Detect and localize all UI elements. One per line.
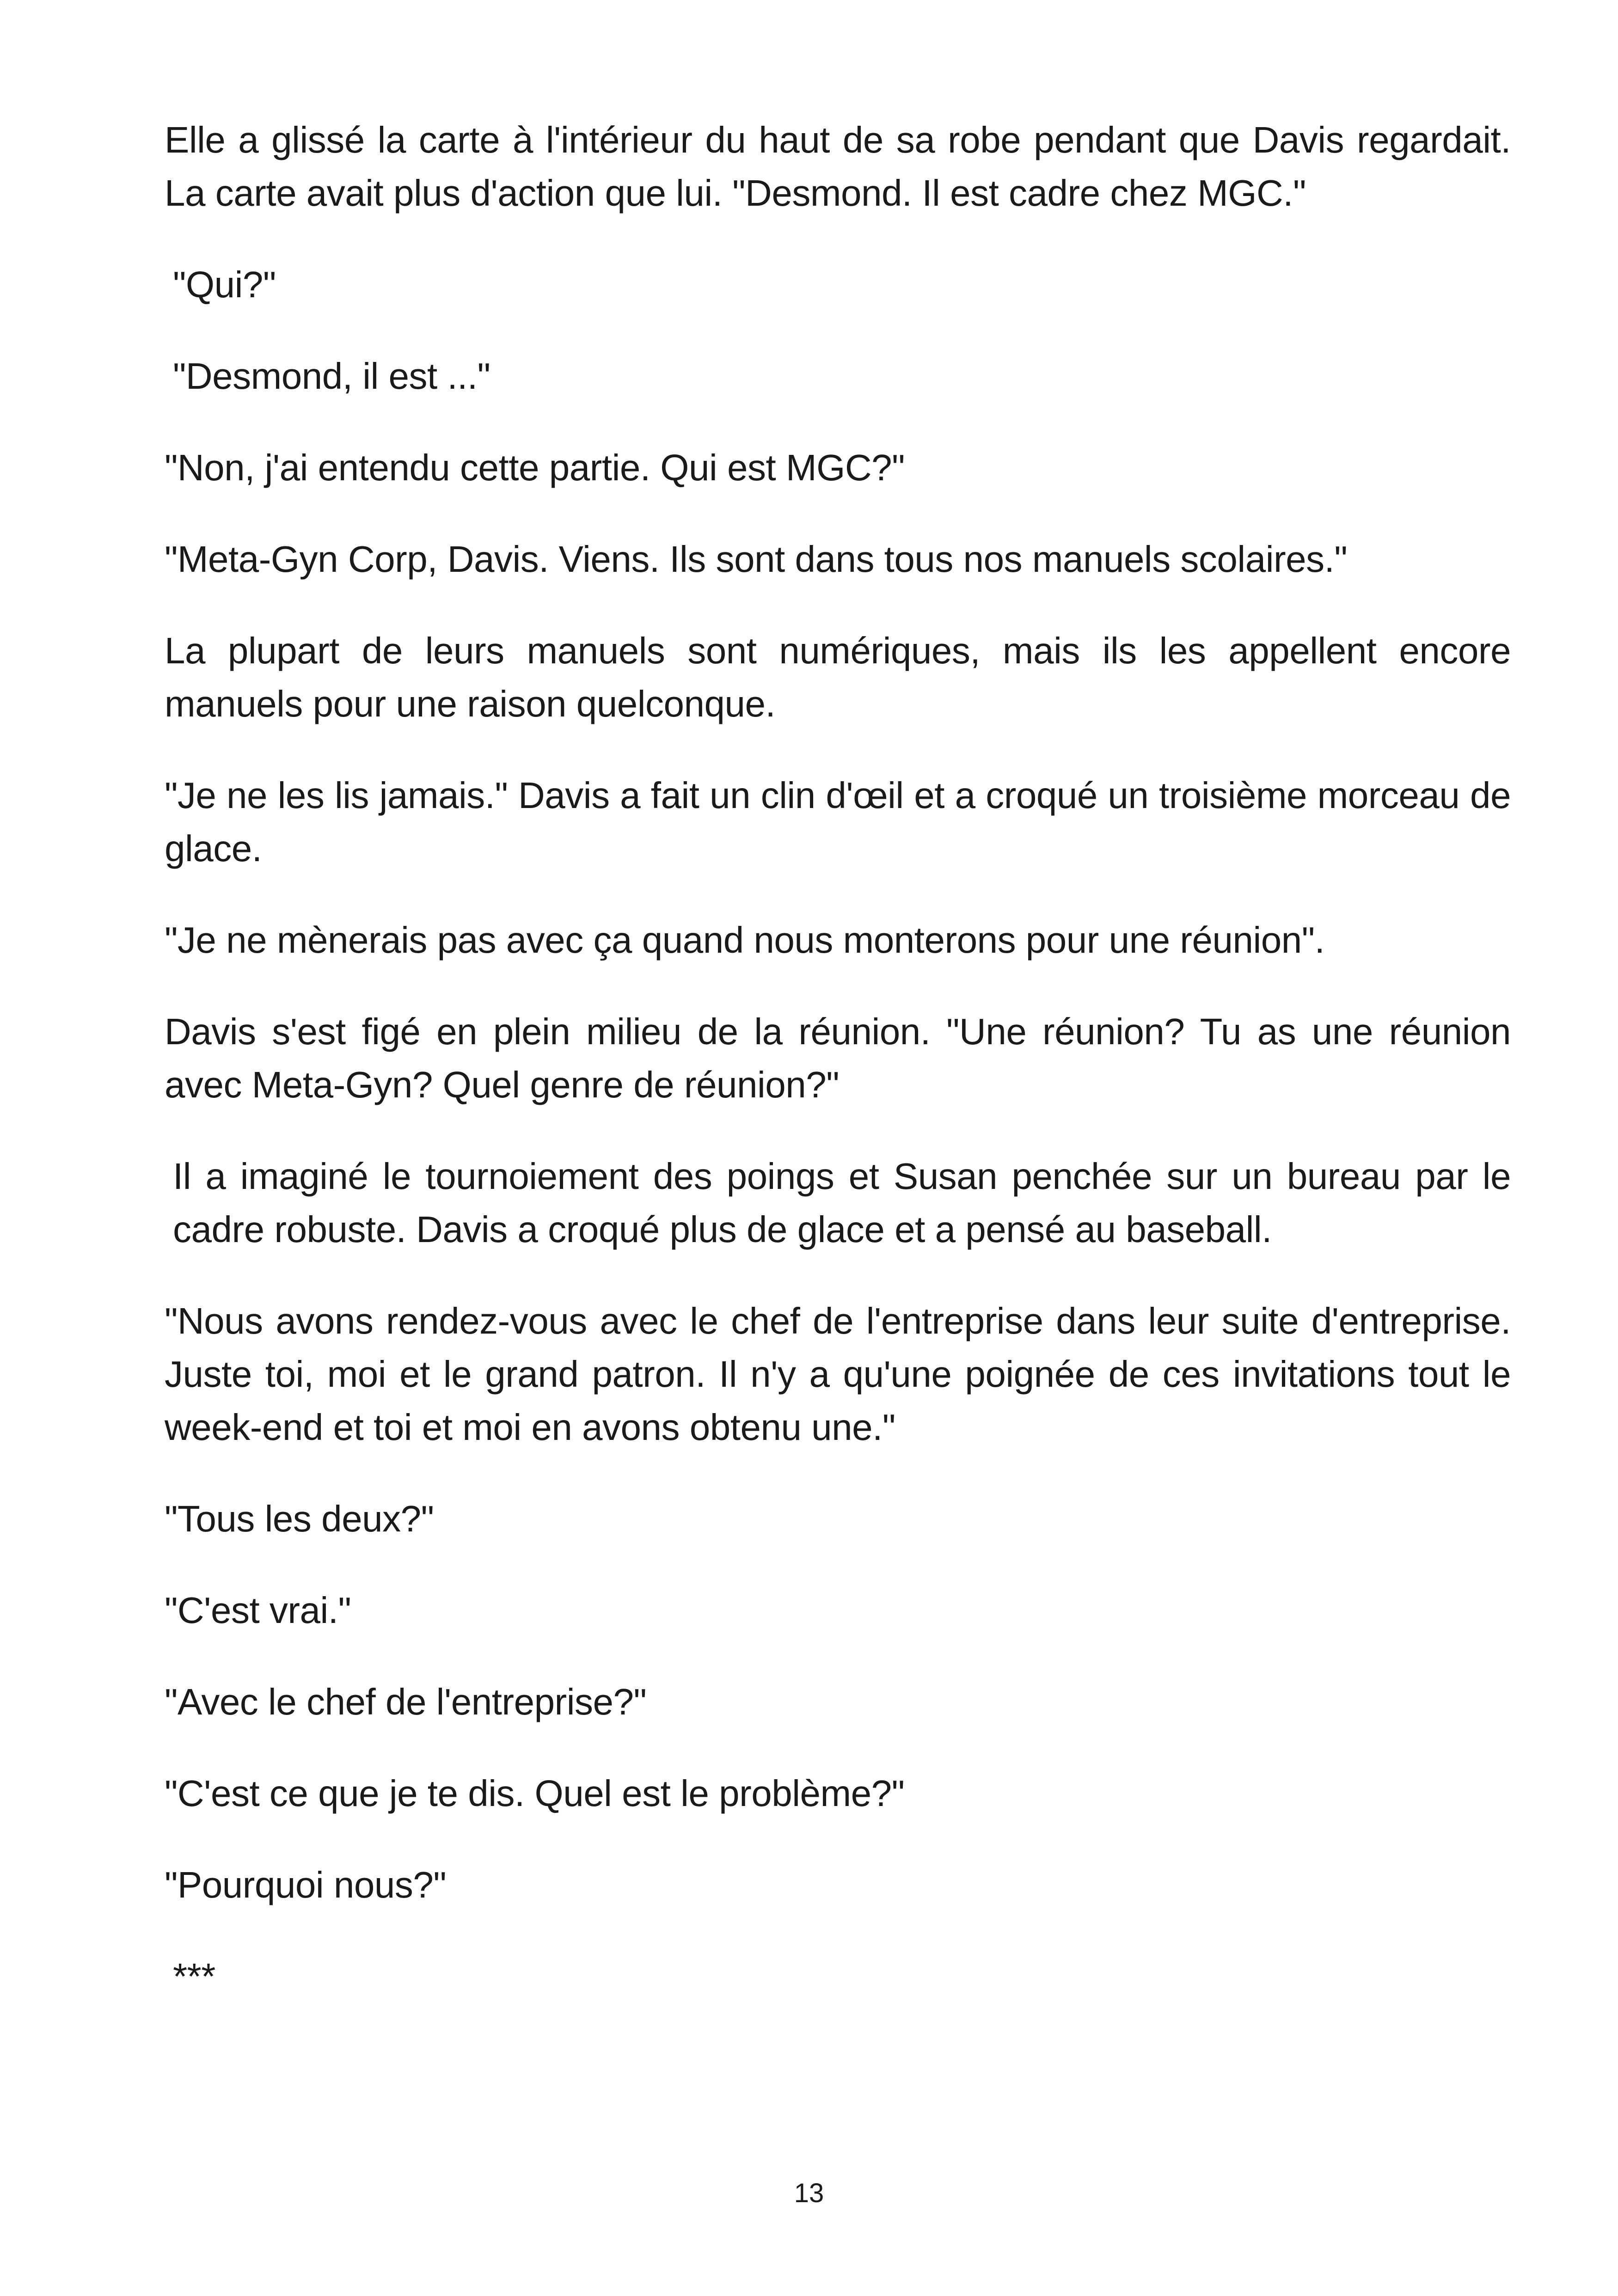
paragraph: "C'est vrai." — [165, 1590, 351, 1631]
paragraph: Davis s'est figé en plein milieu de la réunion. "Une réunion? Tu as une réunion avec Meta-Gyn? Quel genre de réunion?" — [165, 1011, 1511, 1105]
scene-break: *** — [173, 1956, 215, 1997]
paragraph: "Je ne les lis jamais." Davis a fait un clin d'œil et a croqué un troisième morceau de glace. — [165, 775, 1511, 869]
paragraph: "Nous avons rendez-vous avec le chef de l'entreprise dans leur suite d'entreprise. Juste toi, moi et le grand patron. Il n'y a qu'une poignée de ces invitations tout le week-end et toi et moi en avons obtenu une." — [165, 1300, 1511, 1448]
paragraph: "C'est ce que je te dis. Quel est le problème?" — [165, 1773, 905, 1814]
text-body — [165, 113, 1511, 2041]
paragraph: Il a imaginé le tournoiement des poings et Susan penchée sur un bureau par le cadre robuste. Davis a croqué plus de glace et a pensé au baseball. — [173, 1156, 1511, 1250]
paragraph: "Qui?" — [173, 264, 276, 305]
paragraph: "Pourquoi nous?" — [165, 1864, 447, 1905]
paragraph: "Avec le chef de l'entreprise?" — [165, 1681, 647, 1722]
paragraph: "Je ne mènerais pas avec ça quand nous monterons pour une réunion". — [165, 919, 1325, 961]
paragraph: "Desmond, il est ..." — [173, 355, 490, 397]
page-number: 13 — [794, 2178, 824, 2208]
paragraph: "Meta-Gyn Corp, Davis. Viens. Ils sont dans tous nos manuels scolaires." — [165, 539, 1348, 580]
paragraph: Elle a glissé la carte à l'intérieur du haut de sa robe pendant que Davis regardait. La carte avait plus d'action que lui. "Desmond. Il est cadre chez MGC." — [165, 119, 1511, 214]
paragraph: La plupart de leurs manuels sont numériques, mais ils les appellent encore manuels pour une raison quelconque. — [165, 630, 1511, 724]
paragraph: "Tous les deux?" — [165, 1498, 434, 1539]
paragraph: "Non, j'ai entendu cette partie. Qui est MGC?" — [165, 447, 905, 488]
